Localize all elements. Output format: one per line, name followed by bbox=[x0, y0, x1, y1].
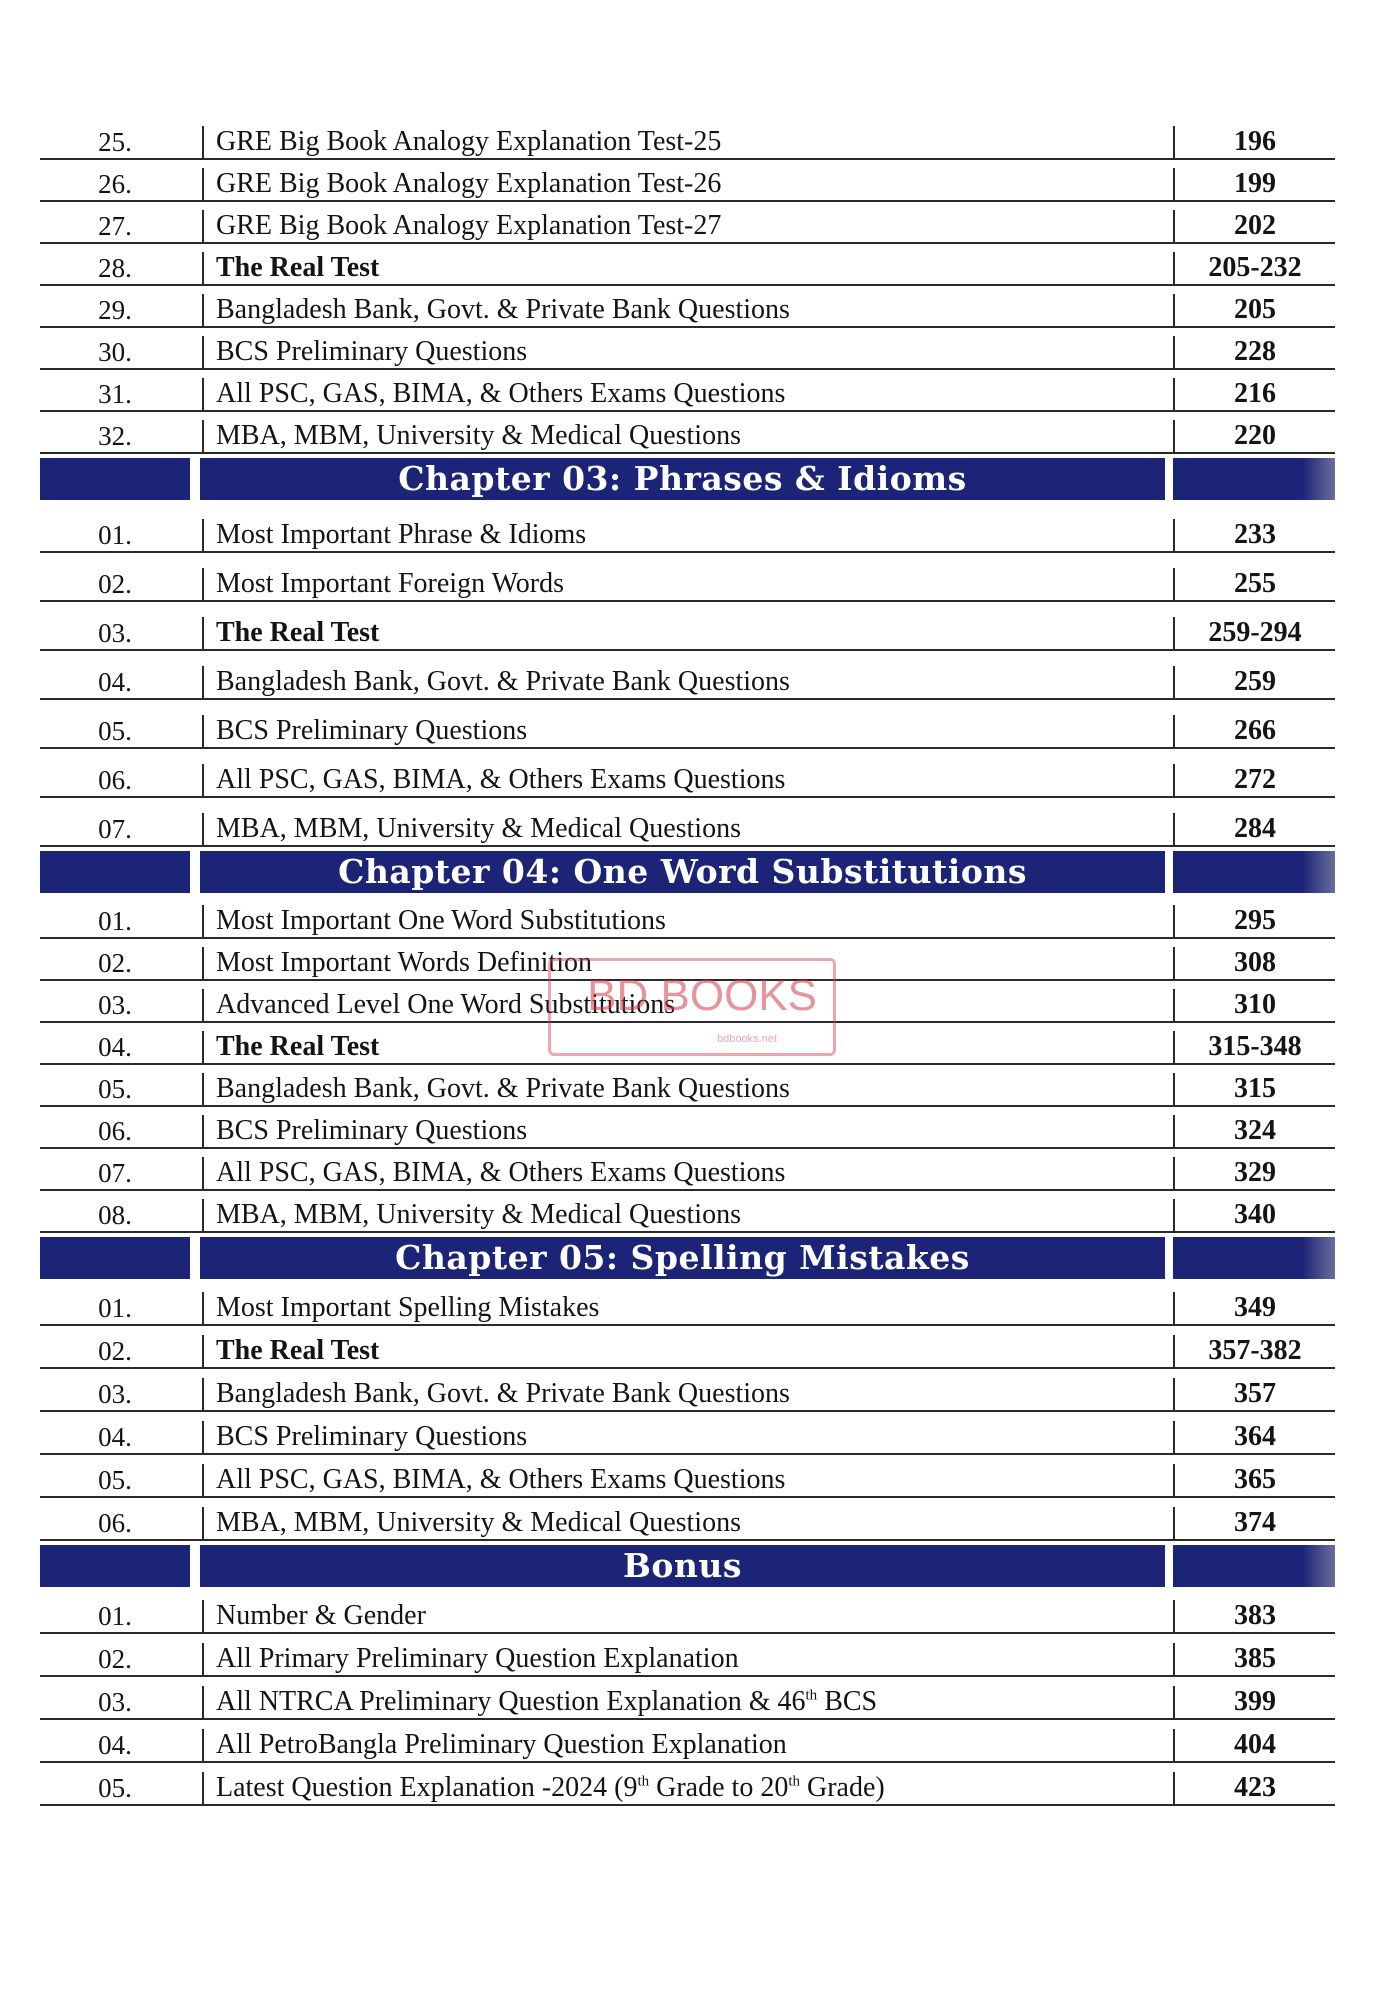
row-page: 315 bbox=[1173, 1073, 1335, 1107]
row-number: 02. bbox=[98, 569, 132, 599]
row-page: 357 bbox=[1173, 1378, 1335, 1412]
watermark-text: BD BOOKS bbox=[587, 971, 817, 1020]
toc-row[interactable] bbox=[40, 1369, 1335, 1412]
toc-row[interactable] bbox=[40, 1763, 1335, 1806]
toc-row[interactable] bbox=[40, 1107, 1335, 1149]
row-number: 07. bbox=[98, 814, 132, 844]
row-number: 04. bbox=[98, 1032, 132, 1062]
bonus-header bbox=[40, 1545, 1335, 1587]
row-title: Bangladesh Bank, Govt. & Private Bank Questions bbox=[202, 1073, 1165, 1107]
row-title: MBA, MBM, University & Medical Questions bbox=[202, 813, 1165, 847]
row-page: 365 bbox=[1173, 1464, 1335, 1498]
toc-row[interactable] bbox=[40, 370, 1335, 412]
row-number: 06. bbox=[98, 1508, 132, 1538]
toc-row[interactable] bbox=[40, 700, 1335, 749]
row-title: GRE Big Book Analogy Explanation Test-27 bbox=[202, 210, 1165, 244]
row-number: 05. bbox=[98, 716, 132, 746]
chapter-title: Chapter 03: Phrases & Idioms bbox=[200, 458, 1165, 500]
row-number: 04. bbox=[98, 1730, 132, 1760]
toc-row[interactable] bbox=[40, 1283, 1335, 1326]
row-number: 06. bbox=[98, 1116, 132, 1146]
row-page: 385 bbox=[1173, 1643, 1335, 1677]
toc-row[interactable] bbox=[40, 412, 1335, 454]
toc-row[interactable] bbox=[40, 118, 1335, 160]
row-number: 27. bbox=[98, 211, 132, 241]
row-page: 374 bbox=[1173, 1507, 1335, 1541]
toc-row[interactable] bbox=[40, 1149, 1335, 1191]
chapter-03-rows bbox=[40, 504, 1335, 847]
row-number: 31. bbox=[98, 379, 132, 409]
toc-row[interactable] bbox=[40, 651, 1335, 700]
row-number: 05. bbox=[98, 1773, 132, 1803]
row-page: 324 bbox=[1173, 1115, 1335, 1149]
row-number: 03. bbox=[98, 1379, 132, 1409]
toc-row[interactable] bbox=[40, 897, 1335, 939]
row-title: Bangladesh Bank, Govt. & Private Bank Questions bbox=[202, 1378, 1165, 1412]
row-title: Most Important Phrase & Idioms bbox=[202, 519, 1165, 553]
toc-row[interactable] bbox=[40, 1591, 1335, 1634]
toc-row[interactable] bbox=[40, 160, 1335, 202]
row-page: 295 bbox=[1173, 905, 1335, 939]
row-page: 357-382 bbox=[1173, 1335, 1335, 1369]
row-title: The Real Test bbox=[202, 1335, 1165, 1369]
row-number: 06. bbox=[98, 765, 132, 795]
row-page: 315-348 bbox=[1173, 1031, 1335, 1065]
row-number: 01. bbox=[98, 1293, 132, 1323]
section-group-continued bbox=[40, 118, 1335, 454]
row-title: Most Important Words Definition bbox=[202, 947, 1165, 981]
row-title: Most Important Foreign Words bbox=[202, 568, 1165, 602]
toc-row[interactable] bbox=[40, 1412, 1335, 1455]
row-number: 01. bbox=[98, 906, 132, 936]
row-number: 01. bbox=[98, 520, 132, 550]
row-title: Most Important Spelling Mistakes bbox=[202, 1292, 1165, 1326]
row-page: 329 bbox=[1173, 1157, 1335, 1191]
chapter-05-rows bbox=[40, 1283, 1335, 1541]
row-number: 02. bbox=[98, 1336, 132, 1366]
row-page: 205 bbox=[1173, 294, 1335, 328]
row-number: 03. bbox=[98, 990, 132, 1020]
row-number: 04. bbox=[98, 1422, 132, 1452]
row-page: 266 bbox=[1173, 715, 1335, 749]
row-number: 04. bbox=[98, 667, 132, 697]
chapter-05-header bbox=[40, 1237, 1335, 1279]
chapter-title: Chapter 04: One Word Substitutions bbox=[200, 851, 1165, 893]
row-number: 01. bbox=[98, 1601, 132, 1631]
row-page: 272 bbox=[1173, 764, 1335, 798]
chapter-04-header bbox=[40, 851, 1335, 893]
row-page: 202 bbox=[1173, 210, 1335, 244]
row-number: 02. bbox=[98, 948, 132, 978]
row-number: 05. bbox=[98, 1074, 132, 1104]
row-number: 28. bbox=[98, 253, 132, 283]
row-page: 233 bbox=[1173, 519, 1335, 553]
row-page: 308 bbox=[1173, 947, 1335, 981]
row-title: All PetroBangla Preliminary Question Explanation bbox=[202, 1729, 1165, 1763]
row-title: The Real Test bbox=[202, 1031, 1165, 1065]
bd-books-watermark bbox=[548, 958, 836, 1056]
toc-row[interactable] bbox=[40, 1326, 1335, 1369]
row-page: 205-232 bbox=[1173, 252, 1335, 286]
row-page: 216 bbox=[1173, 378, 1335, 412]
row-title: Latest Question Explanation -2024 (9th Grade to 20th Grade) bbox=[202, 1772, 1165, 1806]
chapter-04-rows bbox=[40, 897, 1335, 1233]
row-number: 29. bbox=[98, 295, 132, 325]
row-title: BCS Preliminary Questions bbox=[202, 336, 1165, 370]
toc-row[interactable] bbox=[40, 1455, 1335, 1498]
row-page: 340 bbox=[1173, 1199, 1335, 1233]
row-title: MBA, MBM, University & Medical Questions bbox=[202, 420, 1165, 454]
toc-row[interactable] bbox=[40, 504, 1335, 553]
row-title: MBA, MBM, University & Medical Questions bbox=[202, 1199, 1165, 1233]
row-page: 228 bbox=[1173, 336, 1335, 370]
toc-row[interactable] bbox=[40, 602, 1335, 651]
row-number: 07. bbox=[98, 1158, 132, 1188]
row-title: BCS Preliminary Questions bbox=[202, 1115, 1165, 1149]
row-title: Bangladesh Bank, Govt. & Private Bank Questions bbox=[202, 666, 1165, 700]
row-title: Number & Gender bbox=[202, 1600, 1165, 1634]
row-number: 30. bbox=[98, 337, 132, 367]
chapter-title: Bonus bbox=[200, 1545, 1165, 1587]
chapter-title: Chapter 05: Spelling Mistakes bbox=[200, 1237, 1165, 1279]
row-number: 03. bbox=[98, 618, 132, 648]
watermark-subtext: bdbooks.net bbox=[717, 1033, 777, 1045]
toc-row[interactable] bbox=[40, 553, 1335, 602]
row-page: 349 bbox=[1173, 1292, 1335, 1326]
row-page: 255 bbox=[1173, 568, 1335, 602]
row-title: Bangladesh Bank, Govt. & Private Bank Questions bbox=[202, 294, 1165, 328]
toc-row[interactable] bbox=[40, 1065, 1335, 1107]
toc-row[interactable] bbox=[40, 1634, 1335, 1677]
toc-row[interactable] bbox=[40, 1677, 1335, 1720]
row-title: Most Important One Word Substitutions bbox=[202, 905, 1165, 939]
row-title: All Primary Preliminary Question Explanation bbox=[202, 1643, 1165, 1677]
row-page: 364 bbox=[1173, 1421, 1335, 1455]
row-title: GRE Big Book Analogy Explanation Test-26 bbox=[202, 168, 1165, 202]
row-number: 05. bbox=[98, 1465, 132, 1495]
row-title: The Real Test bbox=[202, 617, 1165, 651]
row-number: 02. bbox=[98, 1644, 132, 1674]
row-page: 220 bbox=[1173, 420, 1335, 454]
row-title: All PSC, GAS, BIMA, & Others Exams Questions bbox=[202, 1464, 1165, 1498]
bonus-rows bbox=[40, 1591, 1335, 1806]
row-title: All PSC, GAS, BIMA, & Others Exams Questions bbox=[202, 1157, 1165, 1191]
row-page: 199 bbox=[1173, 168, 1335, 202]
toc-row[interactable] bbox=[40, 202, 1335, 244]
toc-row[interactable] bbox=[40, 1498, 1335, 1541]
row-number: 26. bbox=[98, 169, 132, 199]
row-title: All PSC, GAS, BIMA, & Others Exams Questions bbox=[202, 764, 1165, 798]
row-title: GRE Big Book Analogy Explanation Test-25 bbox=[202, 126, 1165, 160]
row-page: 310 bbox=[1173, 989, 1335, 1023]
row-number: 03. bbox=[98, 1687, 132, 1717]
row-title: BCS Preliminary Questions bbox=[202, 715, 1165, 749]
chapter-03-header bbox=[40, 458, 1335, 500]
row-number: 32. bbox=[98, 421, 132, 451]
row-page: 399 bbox=[1173, 1686, 1335, 1720]
toc-row[interactable] bbox=[40, 749, 1335, 798]
row-page: 259-294 bbox=[1173, 617, 1335, 651]
toc-row[interactable] bbox=[40, 1191, 1335, 1233]
toc-row[interactable] bbox=[40, 1720, 1335, 1763]
toc-row[interactable] bbox=[40, 286, 1335, 328]
row-page: 404 bbox=[1173, 1729, 1335, 1763]
row-number: 25. bbox=[98, 127, 132, 157]
row-title: BCS Preliminary Questions bbox=[202, 1421, 1165, 1455]
row-page: 423 bbox=[1173, 1772, 1335, 1806]
row-number: 08. bbox=[98, 1200, 132, 1230]
row-title: All NTRCA Preliminary Question Explanation & 46th BCS bbox=[202, 1686, 1165, 1720]
row-title: The Real Test bbox=[202, 252, 1165, 286]
row-page: 284 bbox=[1173, 813, 1335, 847]
row-page: 383 bbox=[1173, 1600, 1335, 1634]
toc-row[interactable] bbox=[40, 328, 1335, 370]
row-page: 196 bbox=[1173, 126, 1335, 160]
row-page: 259 bbox=[1173, 666, 1335, 700]
row-title: All PSC, GAS, BIMA, & Others Exams Questions bbox=[202, 378, 1165, 412]
row-title: Advanced Level One Word Substitutions bbox=[202, 989, 1165, 1023]
row-title: MBA, MBM, University & Medical Questions bbox=[202, 1507, 1165, 1541]
toc-row[interactable] bbox=[40, 798, 1335, 847]
toc-row[interactable] bbox=[40, 244, 1335, 286]
